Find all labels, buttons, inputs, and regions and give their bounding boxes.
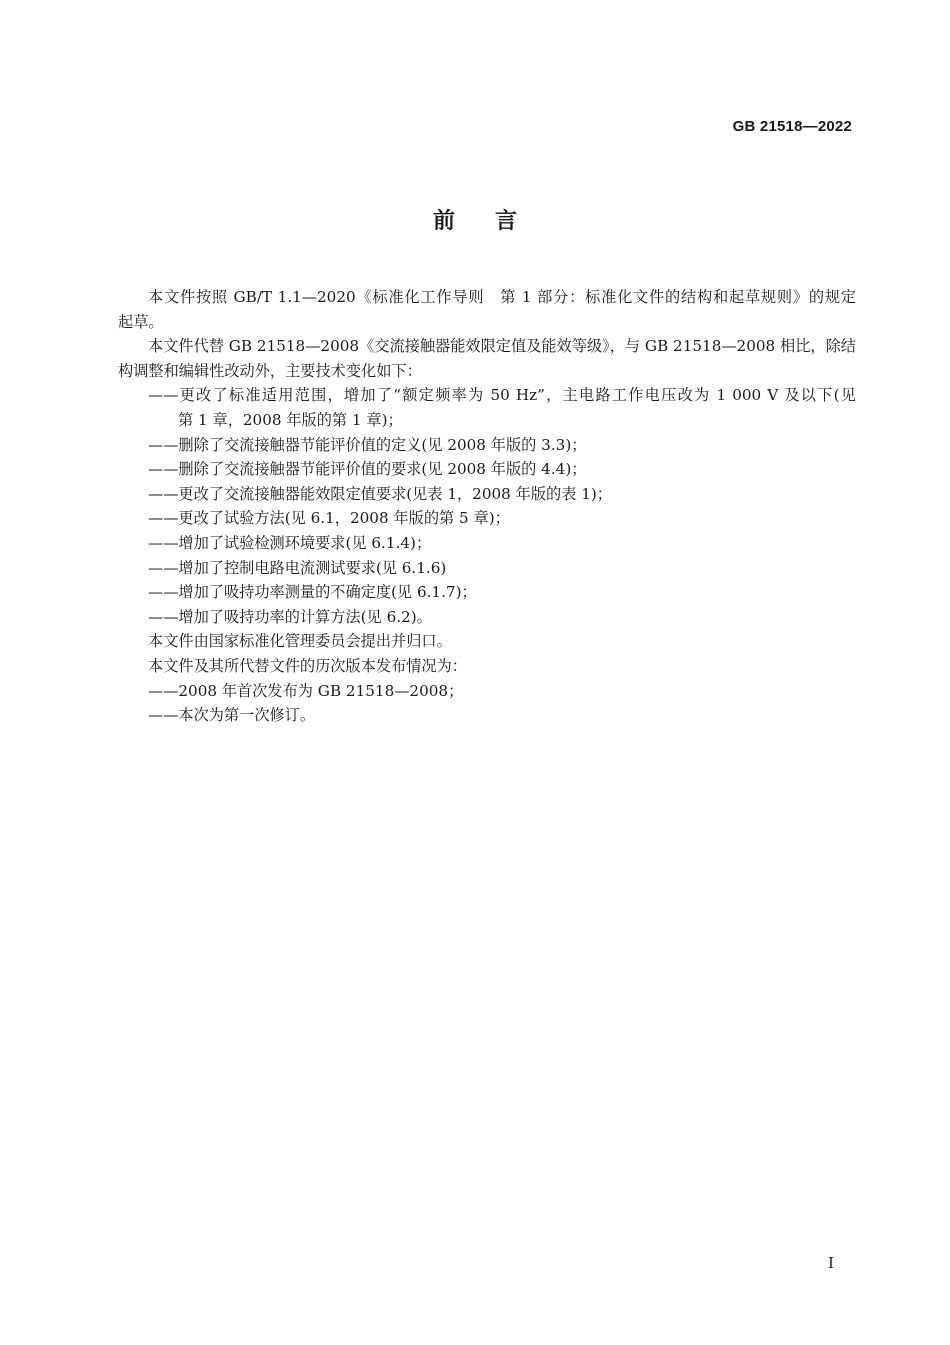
standard-number: GB 21518—2022 — [732, 118, 852, 135]
change-item: ——删除了交流接触器节能评价值的要求(见 2008 年版的 4.4)； — [148, 460, 587, 479]
paragraph-line: 本文件代替 GB 21518—2008《交流接触器能效限定值及能效等级》，与 GB 21518—2008 相比，除结 — [148, 337, 856, 356]
paragraph-line: 本文件按照 GB/T 1.1—2020《标准化工作导则 第 1 部分：标准化文件的结构和起草规则》的规定 — [148, 288, 856, 306]
paragraph-line: 构调整和编辑性改动外，主要技术变化如下： — [118, 361, 422, 380]
history-intro: 本文件及其所代替文件的历次版本发布情况为： — [148, 656, 467, 675]
proposal-statement: 本文件由国家标准化管理委员会提出并归口。 — [148, 632, 452, 651]
history-item: ——本次为第一次修订。 — [148, 706, 316, 725]
change-item: ——增加了试验检测环境要求(见 6.1.4)； — [148, 533, 432, 552]
page-title: 前言 — [432, 208, 557, 234]
change-item: ——更改了交流接触器能效限定值要求(见表 1，2008 年版的表 1)； — [148, 484, 612, 503]
history-item: ——2008 年首次发布为 GB 21518—2008； — [148, 681, 464, 700]
change-item: ——增加了控制电路电流测试要求(见 6.1.6) — [148, 558, 447, 577]
change-item: ——增加了吸持功率的计算方法(见 6.2)。 — [148, 607, 432, 626]
change-item: ——更改了试验方法(见 6.1，2008 年版的第 5 章)； — [148, 509, 510, 528]
page-number: I — [828, 1254, 834, 1272]
change-item: ——更改了标准适用范围，增加了“额定频率为 50 Hz”，主电路工作电压改为 1 000 V 及以下(见 — [148, 386, 856, 405]
paragraph-line: 起草。 — [118, 312, 164, 331]
foreword-body — [118, 285, 856, 728]
change-item-continuation: 第 1 章，2008 年版的第 1 章)； — [178, 410, 403, 429]
change-item: ——删除了交流接触器节能评价值的定义(见 2008 年版的 3.3)； — [148, 435, 587, 454]
change-item: ——增加了吸持功率测量的不确定度(见 6.1.7)； — [148, 583, 477, 602]
